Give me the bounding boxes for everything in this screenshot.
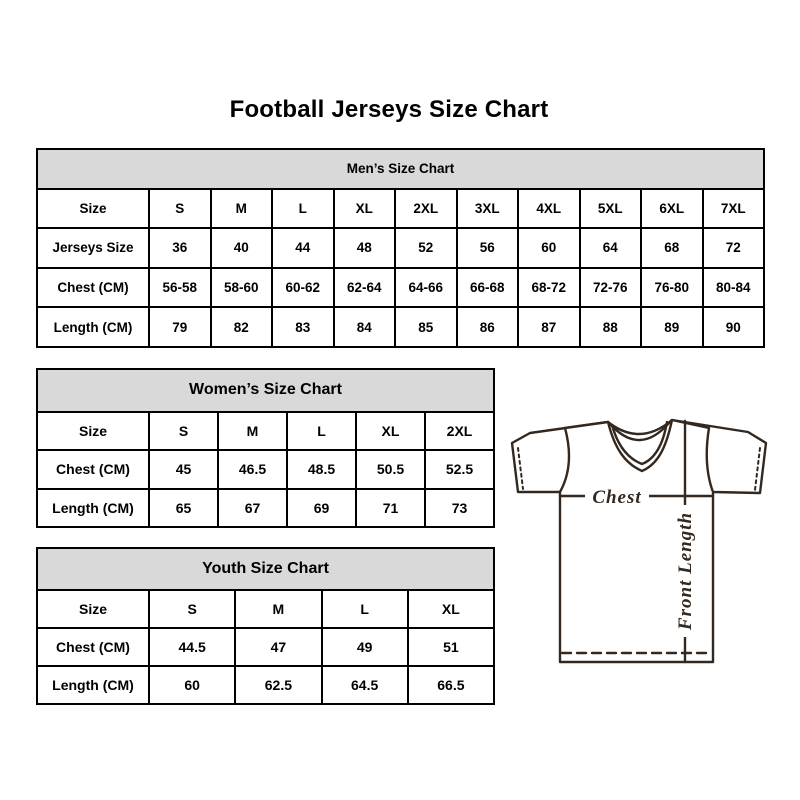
womens-size-cell: 50.5 — [356, 450, 425, 488]
mens-size-cell: 60-62 — [272, 268, 334, 308]
page-title: Football Jerseys Size Chart — [229, 96, 549, 123]
mens-size-cell: 7XL — [703, 189, 765, 229]
mens-size-cell: 86 — [457, 307, 519, 347]
womens-size-cell: 69 — [287, 489, 356, 527]
mens-size-cell: 58-60 — [211, 268, 273, 308]
front-length-label: Front Length — [675, 511, 696, 631]
youth-size-cell: 66.5 — [408, 666, 494, 704]
mens-size-cell: 36 — [149, 228, 211, 268]
womens-size-cell: 46.5 — [218, 450, 287, 488]
mens-size-cell: 44 — [272, 228, 334, 268]
mens-size-cell: 2XL — [395, 189, 457, 229]
mens-size-cell: 90 — [703, 307, 765, 347]
womens-size-table — [36, 368, 495, 528]
womens-size-cell: 65 — [149, 489, 218, 527]
mens-size-cell: 3XL — [457, 189, 519, 229]
mens-size-cell: 60 — [518, 228, 580, 268]
youth-size-cell: 47 — [235, 628, 321, 666]
womens-table-title: Women’s Size Chart — [37, 369, 494, 412]
mens-size-cell: 68-72 — [518, 268, 580, 308]
mens-row-label: Length (CM) — [37, 307, 149, 347]
womens-size-cell: 73 — [425, 489, 494, 527]
womens-row-label: Size — [37, 412, 149, 450]
mens-size-cell: 48 — [334, 228, 396, 268]
mens-size-cell: 64 — [580, 228, 642, 268]
mens-size-cell: 88 — [580, 307, 642, 347]
chest-label: Chest — [592, 487, 642, 508]
womens-size-cell: 48.5 — [287, 450, 356, 488]
mens-size-cell: 82 — [211, 307, 273, 347]
mens-size-cell: 66-68 — [457, 268, 519, 308]
mens-size-cell: 56 — [457, 228, 519, 268]
mens-size-cell: 72-76 — [580, 268, 642, 308]
womens-size-cell: M — [218, 412, 287, 450]
youth-size-cell: 49 — [322, 628, 408, 666]
womens-size-cell: 71 — [356, 489, 425, 527]
mens-size-cell: 56-58 — [149, 268, 211, 308]
mens-size-cell: 72 — [703, 228, 765, 268]
youth-row-label: Length (CM) — [37, 666, 149, 704]
mens-size-cell: 85 — [395, 307, 457, 347]
jersey-measurement-diagram — [505, 403, 773, 671]
womens-size-cell: L — [287, 412, 356, 450]
youth-size-cell: L — [322, 590, 408, 628]
womens-size-cell: 52.5 — [425, 450, 494, 488]
mens-size-cell: 79 — [149, 307, 211, 347]
womens-size-cell: S — [149, 412, 218, 450]
youth-size-cell: XL — [408, 590, 494, 628]
mens-table-title: Men’s Size Chart — [37, 149, 764, 189]
mens-size-cell: 40 — [211, 228, 273, 268]
youth-size-cell: M — [235, 590, 321, 628]
womens-size-cell: 45 — [149, 450, 218, 488]
youth-size-cell: 44.5 — [149, 628, 235, 666]
mens-row-label: Jerseys Size — [37, 228, 149, 268]
mens-size-cell: 87 — [518, 307, 580, 347]
mens-size-cell: 64-66 — [395, 268, 457, 308]
mens-size-table — [36, 148, 765, 348]
mens-size-cell: 80-84 — [703, 268, 765, 308]
womens-size-cell: XL — [356, 412, 425, 450]
womens-row-label: Chest (CM) — [37, 450, 149, 488]
mens-size-cell: 5XL — [580, 189, 642, 229]
youth-size-cell: 62.5 — [235, 666, 321, 704]
youth-size-cell: S — [149, 590, 235, 628]
youth-size-table — [36, 547, 495, 705]
youth-row-label: Size — [37, 590, 149, 628]
mens-size-cell: XL — [334, 189, 396, 229]
mens-size-cell: 76-80 — [641, 268, 703, 308]
mens-size-cell: L — [272, 189, 334, 229]
mens-size-cell: 52 — [395, 228, 457, 268]
mens-size-cell: 4XL — [518, 189, 580, 229]
mens-size-cell: 62-64 — [334, 268, 396, 308]
youth-row-label: Chest (CM) — [37, 628, 149, 666]
mens-size-cell: 89 — [641, 307, 703, 347]
mens-size-cell: 84 — [334, 307, 396, 347]
youth-size-cell: 64.5 — [322, 666, 408, 704]
womens-row-label: Length (CM) — [37, 489, 149, 527]
mens-row-label: Chest (CM) — [37, 268, 149, 308]
mens-size-cell: M — [211, 189, 273, 229]
youth-table-title: Youth Size Chart — [37, 548, 494, 590]
womens-size-cell: 2XL — [425, 412, 494, 450]
mens-size-cell: S — [149, 189, 211, 229]
mens-size-cell: 83 — [272, 307, 334, 347]
youth-size-cell: 60 — [149, 666, 235, 704]
mens-size-cell: 68 — [641, 228, 703, 268]
mens-size-cell: 6XL — [641, 189, 703, 229]
womens-size-cell: 67 — [218, 489, 287, 527]
mens-row-label: Size — [37, 189, 149, 229]
youth-size-cell: 51 — [408, 628, 494, 666]
